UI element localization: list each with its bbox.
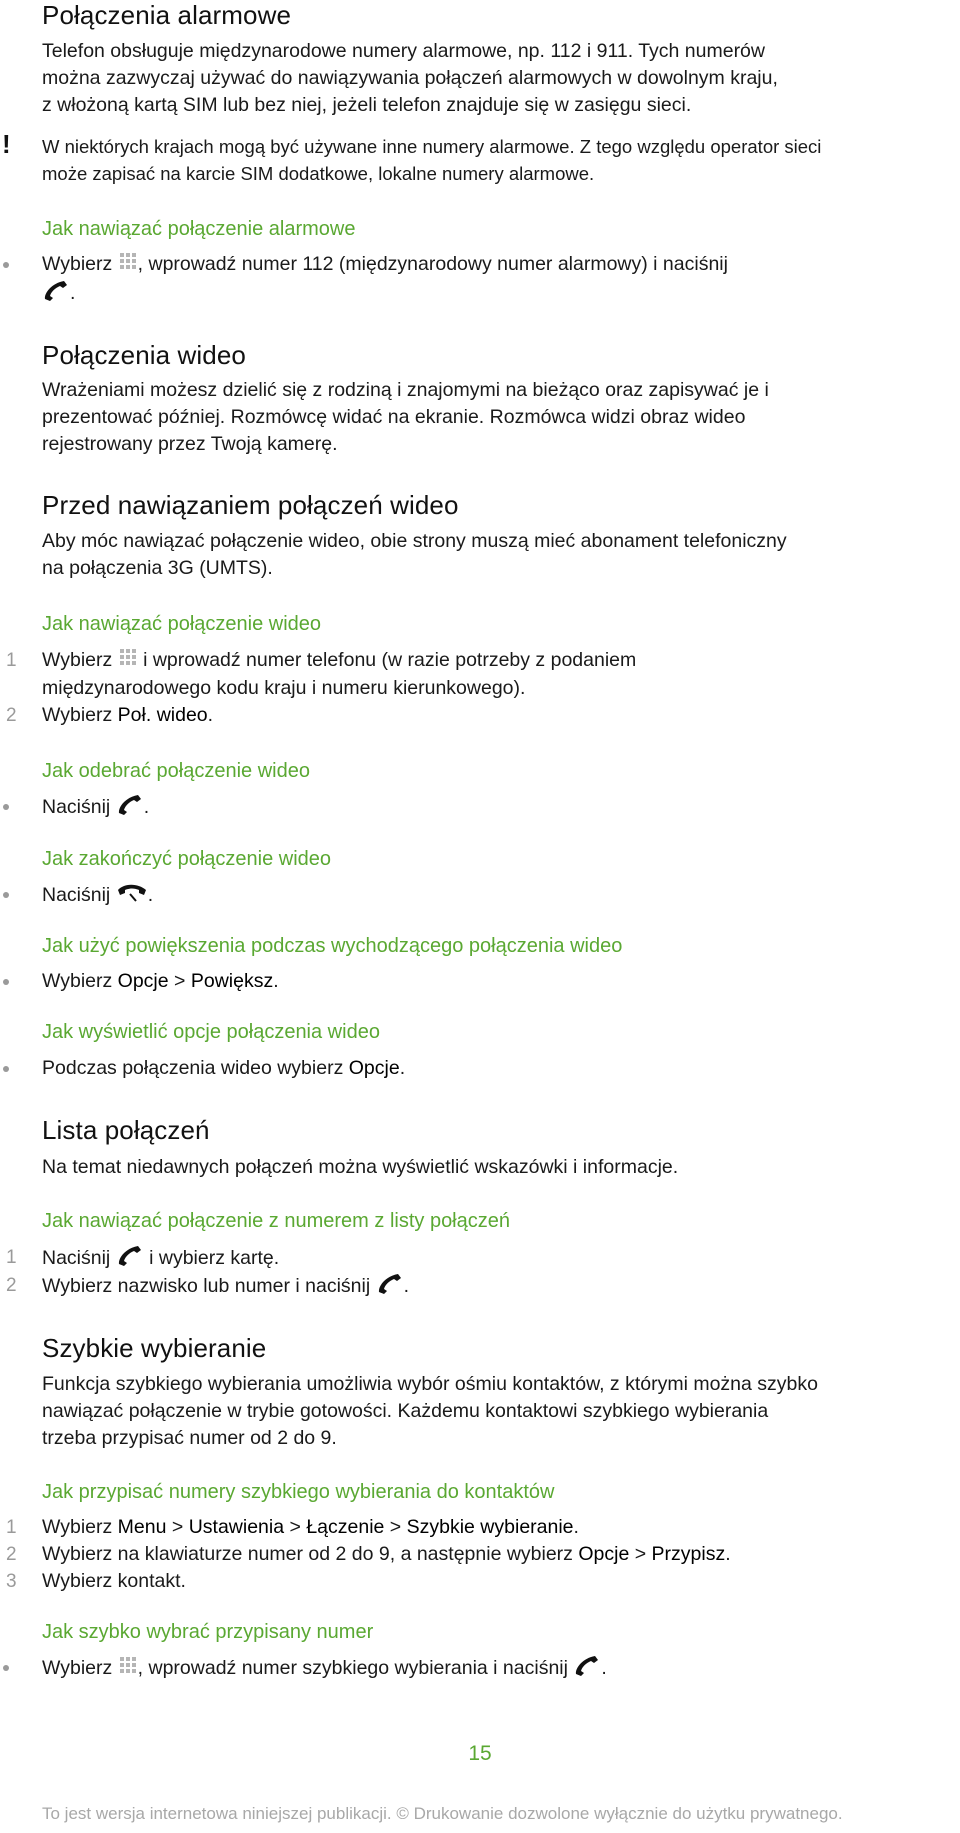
bullet	[3, 979, 9, 985]
step-number: 2	[6, 1544, 17, 1565]
text: .	[143, 796, 150, 819]
text: >	[168, 970, 191, 992]
call-list-text: Na temat niedawnych połączeń można wyświetlić wskazówki i informacje.	[42, 1156, 679, 1178]
howto-zoom-video: Jak użyć powiększenia podczas wychodzącego połączenia wideo	[42, 935, 623, 957]
menu-term: Powiększ	[190, 970, 274, 992]
bullet	[3, 892, 9, 898]
menu-grid-icon	[118, 251, 138, 279]
emergency-intro	[42, 38, 942, 119]
howto-speed-dial: Jak szybko wybrać przypisany numer	[42, 1621, 374, 1643]
text: .	[573, 1516, 579, 1538]
menu-term: Szybkie wybieranie	[406, 1516, 574, 1538]
text: i wybierz kartę.	[143, 1247, 280, 1270]
howto-video-options: Jak wyświetlić opcje połączenia wideo	[42, 1021, 380, 1043]
text: i wprowadź numer telefonu (w razie potrzeby z podaniem	[137, 649, 637, 672]
menu-term: Przypisz	[651, 1543, 726, 1565]
text: >	[629, 1543, 652, 1565]
call-icon	[42, 279, 70, 309]
text: .	[70, 282, 76, 305]
text: .	[725, 1543, 731, 1565]
howto-assign-speed-dial: Jak przypisać numery szybkiego wybierania do kontaktów	[42, 1481, 555, 1503]
page-number: 15	[468, 1742, 492, 1765]
speed-dial-text	[42, 1371, 942, 1452]
heading-call-list: Lista połączeń	[42, 1115, 210, 1145]
text: .	[601, 1657, 607, 1680]
howto-emergency-call: Jak nawiązać połączenie alarmowe	[42, 218, 356, 240]
text-line: Funkcja szybkiego wybierania umożliwia wybór ośmiu kontaktów, z którymi można szybko	[42, 1373, 818, 1395]
text: .	[399, 1057, 406, 1079]
list-item	[6, 1514, 942, 1541]
text: >	[166, 1516, 189, 1538]
text-line: na połączenia 3G (UMTS).	[42, 557, 273, 579]
menu-term: Menu	[117, 1516, 167, 1538]
menu-term: Opcje	[348, 1057, 400, 1079]
list-item	[6, 647, 942, 702]
text: Naciśnij	[42, 884, 116, 907]
bullet	[3, 1665, 9, 1671]
before-video-text	[42, 528, 942, 582]
text: Wybierz	[42, 1657, 118, 1680]
text: .	[273, 970, 279, 992]
step-number: 2	[6, 705, 17, 726]
heading-emergency-calls: Połączenia alarmowe	[42, 0, 292, 30]
list-item	[42, 251, 942, 309]
list-item	[42, 968, 942, 995]
text-line: z włożoną kartą SIM lub bez niej, jeżeli telefon znajduje się w zasięgu sieci.	[42, 94, 692, 116]
text: Wybierz na klawiaturze numer od 2 do 9, a następnie wybierz	[42, 1543, 579, 1565]
text-line: można zazwyczaj używać do nawiązywania połączeń alarmowych w dowolnym kraju,	[42, 67, 778, 89]
text: .	[147, 884, 154, 907]
text-line: Wrażeniami możesz dzielić się z rodziną i znajomymi na bieżąco oraz zapisywać je i	[42, 379, 769, 401]
warning-icon: !	[2, 129, 11, 159]
howto-call-from-list: Jak nawiązać połączenie z numerem z listy połączeń	[42, 1210, 510, 1232]
text-line: nawiązać połączenie w trybie gotowości. Każdemu kontaktowi szybkiego wybierania	[42, 1400, 769, 1422]
list-item	[6, 702, 942, 729]
menu-grid-icon	[118, 647, 138, 675]
call-icon	[116, 1244, 144, 1274]
menu-term: Opcje	[117, 970, 169, 992]
list-item	[42, 1055, 942, 1082]
text-line: trzeba przypisać numer od 2 do 9.	[42, 1427, 337, 1449]
footer-note: To jest wersja internetowa niniejszej publikacji. © Drukowanie dozwolone wyłącznie do użytku prywatnego.	[42, 1804, 843, 1823]
text-line: Aby móc nawiązać połączenie wideo, obie strony muszą mieć abonament telefoniczny	[42, 530, 787, 552]
howto-answer-video: Jak odebrać połączenie wideo	[42, 760, 310, 782]
text: Wybierz	[42, 649, 118, 672]
howto-video-call: Jak nawiązać połączenie wideo	[42, 613, 322, 635]
text-line: międzynarodowego kodu kraju i numeru kierunkowego).	[42, 677, 526, 699]
heading-video-calls: Połączenia wideo	[42, 340, 246, 370]
text-line: rejestrowany przez Twoją kamerę.	[42, 433, 338, 455]
menu-term: Ustawienia	[188, 1516, 285, 1538]
list-item	[6, 1568, 942, 1595]
text: >	[384, 1516, 407, 1538]
video-intro	[42, 377, 942, 458]
step-number: 2	[6, 1275, 17, 1296]
heading-speed-dial: Szybkie wybieranie	[42, 1333, 267, 1363]
text-line: może zapisać na karcie SIM dodatkowe, lokalne numery alarmowe.	[42, 163, 595, 184]
text: Naciśnij	[42, 1247, 116, 1270]
text-line: Telefon obsługuje międzynarodowe numery alarmowe, np. 112 i 911. Tych numerów	[42, 40, 765, 62]
howto-end-video: Jak zakończyć połączenie wideo	[42, 848, 332, 870]
text-line: W niektórych krajach mogą być używane inne numery alarmowe. Z tego względu operator sieci	[42, 136, 822, 157]
step-number: 1	[6, 1247, 17, 1268]
list-item	[6, 1244, 942, 1274]
text: Wybierz	[42, 704, 118, 726]
text: Naciśnij	[42, 796, 116, 819]
text: , wprowadź numer szybkiego wybierania i naciśnij	[137, 1657, 574, 1680]
menu-term: Opcje	[578, 1543, 630, 1565]
call-icon	[116, 793, 144, 823]
list-item	[42, 793, 942, 823]
bullet	[3, 804, 9, 810]
bullet	[3, 262, 9, 268]
text: .	[207, 704, 214, 726]
call-icon	[376, 1272, 404, 1302]
list-item	[6, 1272, 942, 1302]
menu-term: Poł. wideo	[117, 704, 208, 726]
step-number: 3	[6, 1571, 17, 1592]
call-icon	[573, 1654, 601, 1684]
text: Wybierz	[42, 1516, 118, 1538]
bullet	[3, 1066, 9, 1072]
text: .	[403, 1275, 410, 1298]
text: Wybierz	[42, 970, 118, 992]
list-item	[42, 1654, 942, 1684]
menu-term: Łączenie	[306, 1516, 385, 1538]
text: Wybierz	[42, 253, 118, 276]
menu-grid-icon	[118, 1655, 138, 1683]
step-number: 1	[6, 650, 17, 671]
text: Wybierz nazwisko lub numer i naciśnij	[42, 1275, 376, 1298]
text: Podczas połączenia wideo wybierz	[42, 1057, 349, 1079]
warning-note	[2, 129, 942, 187]
text: Wybierz kontakt.	[42, 1570, 186, 1592]
end-call-icon	[116, 881, 148, 911]
text: >	[284, 1516, 307, 1538]
list-item	[6, 1541, 942, 1568]
text-line: prezentować później. Rozmówcę widać na ekranie. Rozmówca widzi obraz wideo	[42, 406, 746, 428]
text: , wprowadź numer 112 (międzynarodowy numer alarmowy) i naciśnij	[137, 253, 728, 276]
step-number: 1	[6, 1517, 17, 1538]
list-item	[42, 881, 942, 911]
heading-before-video: Przed nawiązaniem połączeń wideo	[42, 490, 459, 520]
